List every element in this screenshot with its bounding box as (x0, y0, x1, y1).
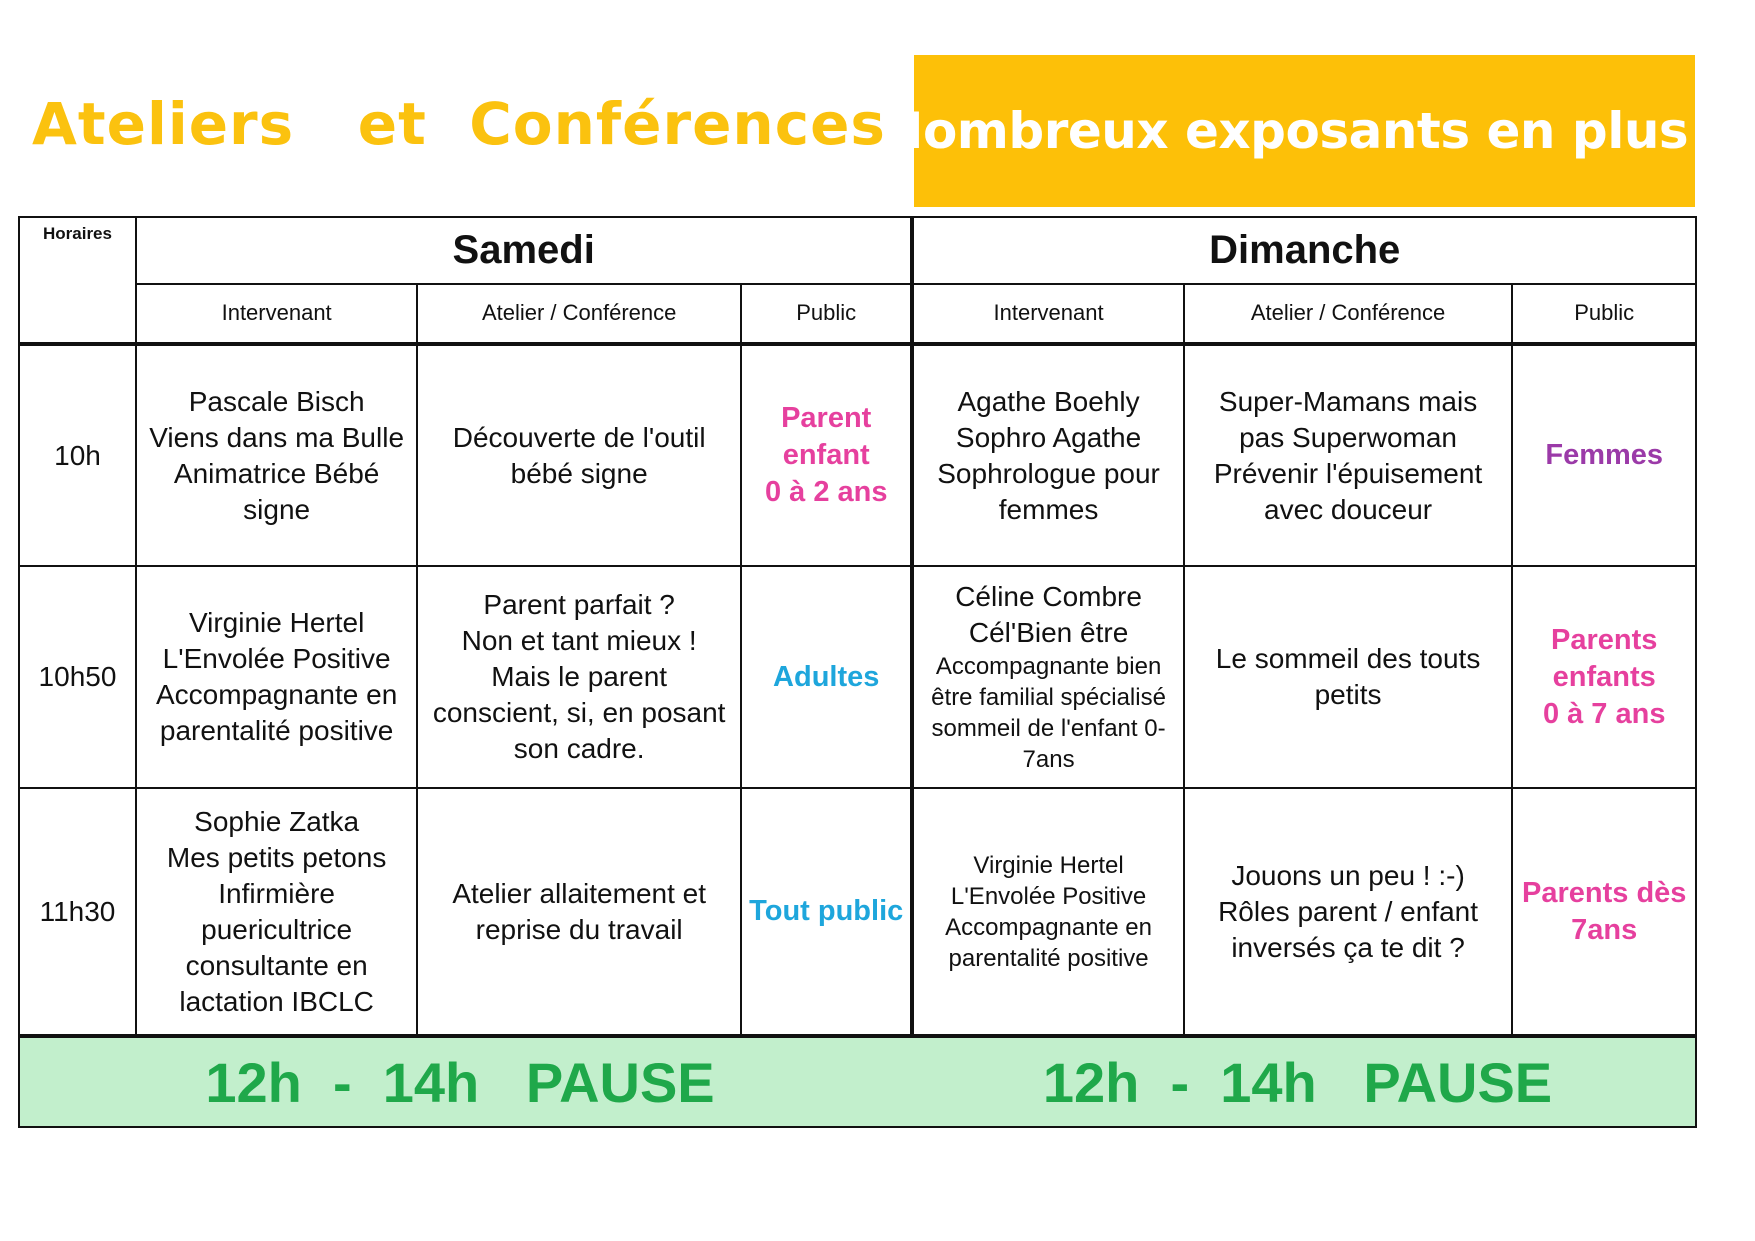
sat-public-cell: Parent enfant 0 à 2 ans (741, 344, 912, 566)
sat-intervenant-cell: Sophie Zatka Mes petits petons Infirmière puericultrice consultante en lactation IBCLC (136, 788, 417, 1036)
table-row (19, 566, 1696, 788)
table-row (19, 344, 1696, 566)
sun-atelier-cell: Super-Mamans mais pas Superwoman Prévenir l'épuisement avec douceur (1184, 344, 1513, 566)
sat-atelier-cell: Parent parfait ? Non et tant mieux ! Mais le parent conscient, si, en posant son cadre. (417, 566, 741, 788)
sat-atelier-cell: Découverte de l'outil bébé signe (417, 344, 741, 566)
page-title: Ateliers et Conférences (32, 90, 886, 158)
sun-intervenant-cell: Agathe Boehly Sophro Agathe Sophrologue pour femmes (912, 344, 1183, 566)
pause-samedi: 12h - 14h PAUSE (205, 1050, 715, 1114)
sat-atelier-cell: Atelier allaitement et reprise du travail (417, 788, 741, 1036)
table-row (19, 788, 1696, 1036)
col-public-sat: Public (741, 284, 912, 345)
pause-dimanche: 12h - 14h PAUSE (1042, 1050, 1553, 1114)
time-cell: 11h30 (19, 788, 136, 1036)
schedule-table (18, 216, 1697, 1128)
banner-text: Nombreux exposants en plus ! (881, 102, 1728, 160)
time-cell: 10h50 (19, 566, 136, 788)
col-atelier-sat: Atelier / Conférence (417, 284, 741, 345)
pause-cell (19, 1036, 1696, 1127)
sun-public-cell: Parents enfants 0 à 7 ans (1512, 566, 1696, 788)
day-header-samedi: Samedi (136, 217, 912, 284)
sun-intervenant-cell: Céline Combre Cél'Bien être Accompagnante bien être familial spécialisé sommeil de l'enfant 0- 7ans (912, 566, 1183, 788)
sun-public-cell: Parents dès 7ans (1512, 788, 1696, 1036)
sun-public-cell: Femmes (1512, 344, 1696, 566)
sat-intervenant-cell: Virginie Hertel L'Envolée Positive Accompagnante en parentalité positive (136, 566, 417, 788)
time-cell: 10h (19, 344, 136, 566)
col-intervenant-sat: Intervenant (136, 284, 417, 345)
sat-intervenant-cell: Pascale Bisch Viens dans ma Bulle Animatrice Bébé signe (136, 344, 417, 566)
sun-atelier-cell: Le sommeil des touts petits (1184, 566, 1513, 788)
horaires-header: Horaires (19, 217, 136, 344)
sat-public-cell: Tout public (741, 788, 912, 1036)
col-intervenant-sun: Intervenant (912, 284, 1183, 345)
col-atelier-sun: Atelier / Conférence (1184, 284, 1513, 345)
exhibitors-banner (881, 55, 1728, 207)
day-header-dimanche: Dimanche (912, 217, 1696, 284)
sat-public-cell: Adultes (741, 566, 912, 788)
sun-intervenant-cell: Virginie Hertel L'Envolée Positive Accompagnante en parentalité positive (912, 788, 1183, 1036)
pause-row (19, 1036, 1696, 1127)
col-public-sun: Public (1512, 284, 1696, 345)
sun-atelier-cell: Jouons un peu ! :-) Rôles parent / enfant inversés ça te dit ? (1184, 788, 1513, 1036)
